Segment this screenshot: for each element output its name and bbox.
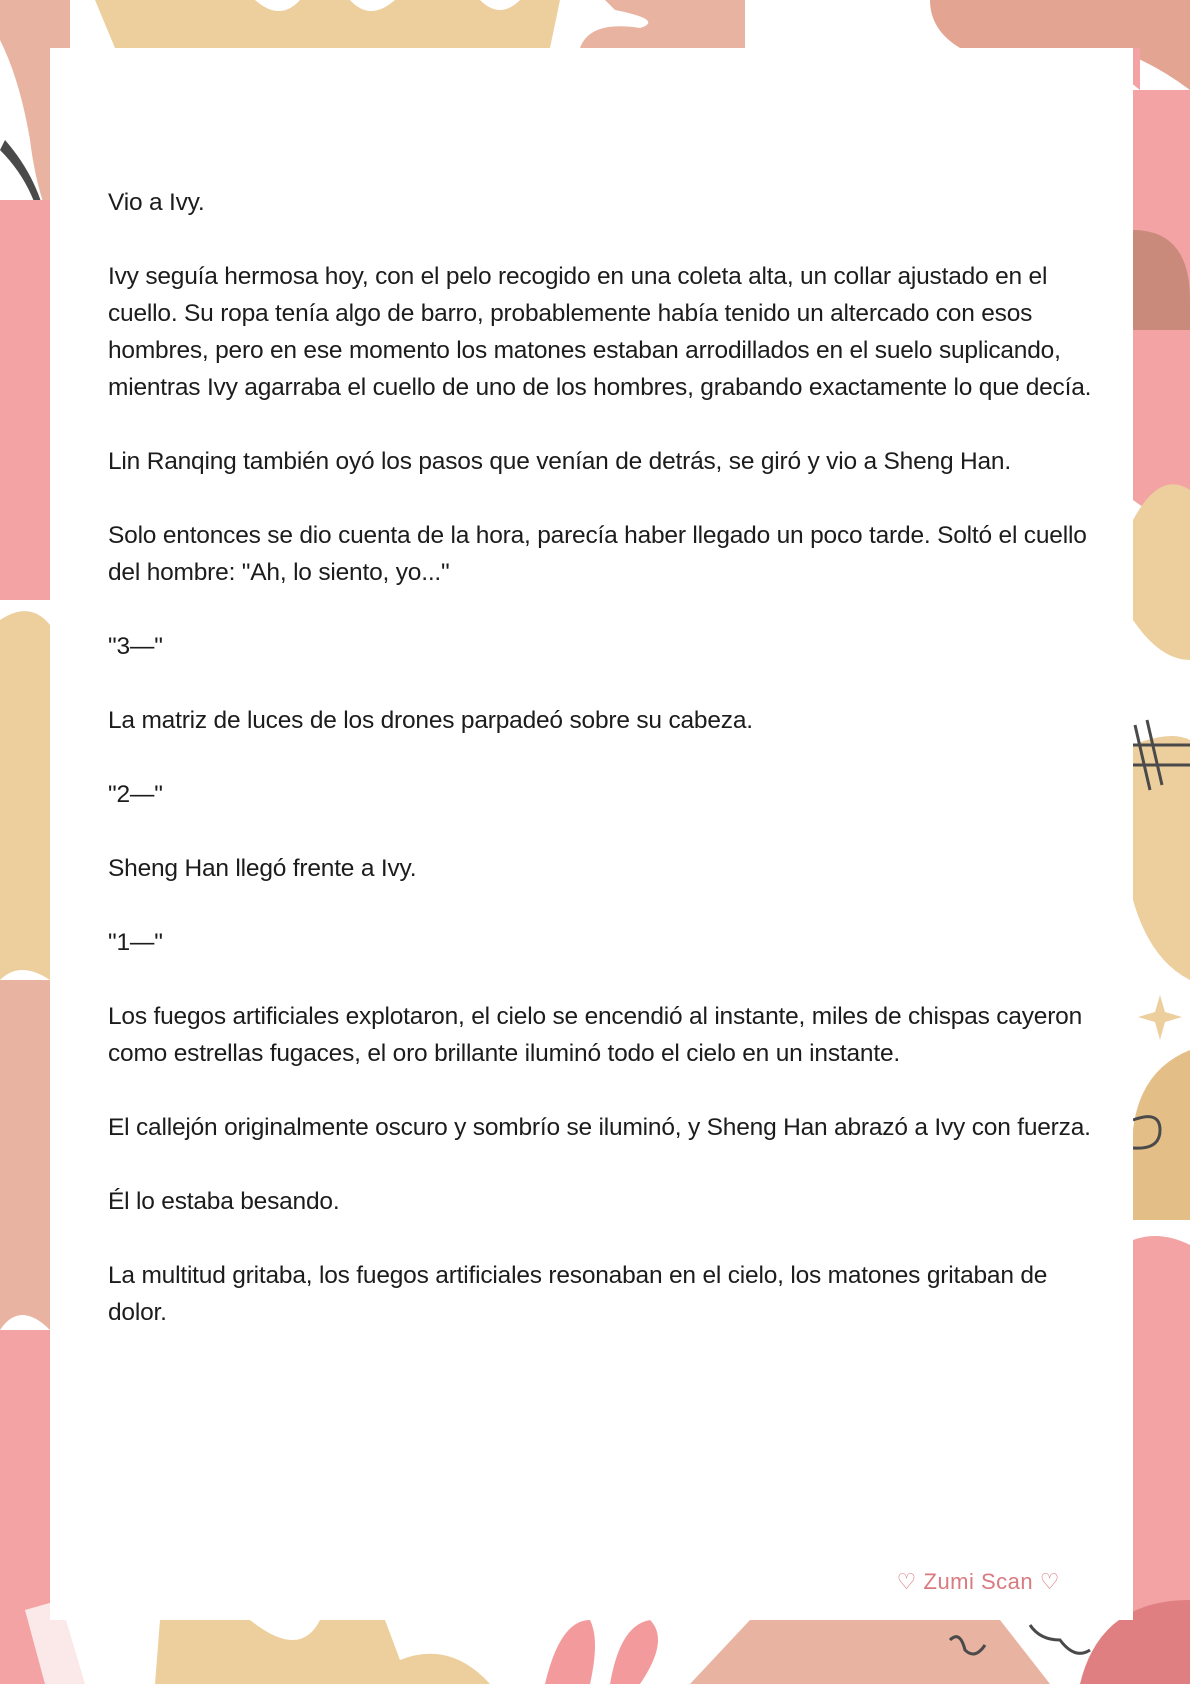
sand-blob-bottom <box>155 1620 490 1684</box>
salmon-blob-left <box>0 980 50 1330</box>
paragraph: Los fuegos artificiales explotaron, el cielo se encendió al instante, miles de chispas cayeron como estrellas fugaces, el oro brillante iluminó todo el cielo en un instante. <box>108 1003 1083 1067</box>
paragraph: Ivy seguía hermosa hoy, con el pelo recogido en una coleta alta, un collar ajustado en el cuello. Su ropa tenía algo de barro, probablemente había tenido un altercado con esos hombres, pero en ese momento los matones estaban arrodillados en el suelo suplicando, mientras Ivy agarraba el cuello de uno de los hombres, grabando exactamente lo que decía. <box>108 263 1092 401</box>
paragraph: Él lo estaba besando. <box>108 1188 340 1215</box>
paragraph: Sheng Han llegó frente a Ivy. <box>108 855 417 882</box>
sparkle-right <box>1138 995 1182 1040</box>
salmon-blob-top-center <box>580 0 745 48</box>
pink-blob-left <box>0 200 50 600</box>
paragraph: "1—" <box>108 929 163 956</box>
paragraph: Vio a Ivy. <box>108 189 205 216</box>
paragraph: El callejón originalmente oscuro y sombrío se iluminó, y Sheng Han abrazó a Ivy con fuerza. <box>108 1114 1091 1141</box>
sand-circle-right <box>1133 1050 1190 1220</box>
watermark: ♡ Zumi Scan ♡ <box>896 1569 1060 1594</box>
sand-blob-right-2 <box>1133 736 1190 980</box>
paragraph: Solo entonces se dio cuenta de la hora, parecía haber llegado un poco tarde. Soltó el cuello del hombre: "Ah, lo siento, yo..." <box>108 522 1087 586</box>
paragraph: La matriz de luces de los drones parpadeó sobre su cabeza. <box>108 707 753 734</box>
document-body <box>108 184 1098 1368</box>
salmon-blob-bottom <box>690 1620 1050 1684</box>
paragraph: La multitud gritaba, los fuegos artificiales resonaban en el cielo, los matones gritaban de dolor. <box>108 1262 1048 1326</box>
paragraph: Lin Ranqing también oyó los pasos que venían de detrás, se giró y vio a Sheng Han. <box>108 448 1011 475</box>
document-page <box>50 48 1133 1620</box>
paragraph: "2—" <box>108 781 163 808</box>
paragraph: "3—" <box>108 633 163 660</box>
pink-scribble-bottom <box>545 1620 658 1684</box>
sand-blob-left <box>0 611 50 980</box>
sand-blob-right <box>1133 484 1190 660</box>
